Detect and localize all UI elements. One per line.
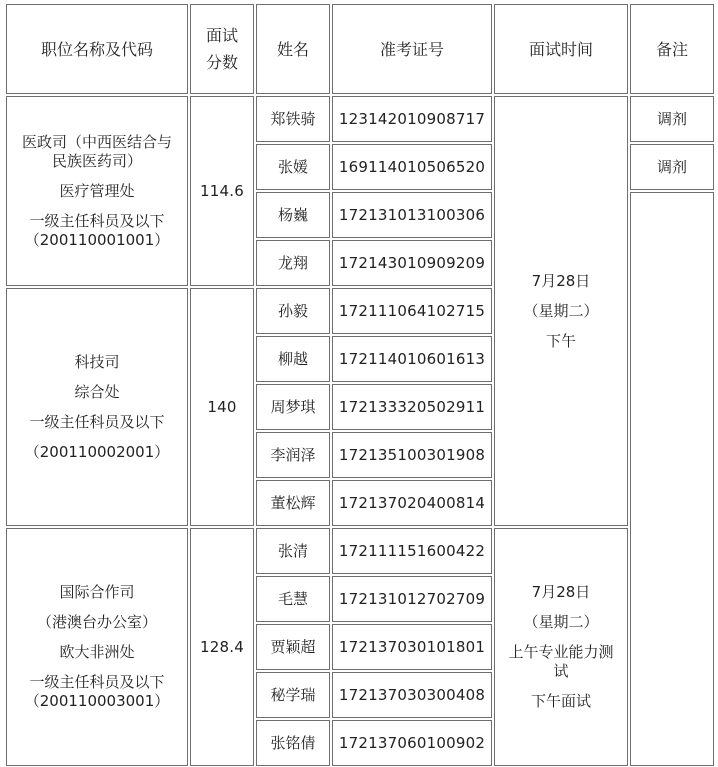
candidate-name: 张媛: [256, 144, 330, 190]
position-line: 综合处: [74, 382, 120, 401]
time-line: 下午: [545, 331, 576, 350]
position-line: 国际合作司: [59, 583, 135, 601]
candidate-name: 柳越: [256, 336, 330, 382]
position-cell: [6, 96, 188, 286]
ticket-number: 172133320502911: [332, 384, 492, 430]
ticket-number: 172114010601613: [332, 336, 492, 382]
position-cell: [6, 528, 188, 766]
position-line: 一级主任科员及以下: [29, 673, 165, 691]
candidate-name: 秘学瑞: [256, 672, 330, 718]
header-ticket: 准考证号: [332, 4, 492, 94]
time-line: 7月28日: [531, 271, 591, 290]
position-line: 民族医药司）: [51, 151, 142, 170]
ticket-number: 172137060100902: [332, 720, 492, 766]
ticket-number: 172131013100306: [332, 192, 492, 238]
candidate-name: 贾颖超: [256, 624, 330, 670]
position-line: 医政司（中西医结合与: [21, 132, 172, 151]
candidate-name: 李润泽: [256, 432, 330, 478]
candidate-name: 杨巍: [256, 192, 330, 238]
time-line: （星期二）: [523, 613, 599, 631]
position-line: （200110001001）: [24, 230, 170, 249]
position-cell: [6, 288, 188, 526]
score-cell: 114.6: [190, 96, 254, 286]
ticket-number: 172143010909209: [332, 240, 492, 286]
position-line: （200110003001）: [24, 692, 170, 710]
candidate-name: 毛慧: [256, 576, 330, 622]
time-line: 下午面试: [530, 692, 591, 710]
ticket-number: 172111151600422: [332, 528, 492, 574]
interview-time-cell: [494, 96, 628, 526]
position-line: 一级主任科员及以下: [29, 211, 165, 230]
candidate-name: 孙毅: [256, 288, 330, 334]
position-line: （港澳台办公室）: [36, 613, 157, 631]
header-remark: 备注: [630, 4, 714, 94]
time-line: （星期二）: [523, 301, 599, 320]
remark-empty-cell: [630, 192, 714, 766]
position-line: 科技司: [74, 352, 120, 371]
position-line: 一级主任科员及以下: [29, 412, 165, 431]
ticket-number: 172137030101801: [332, 624, 492, 670]
ticket-number: 123142010908717: [332, 96, 492, 142]
time-line: 上午专业能力测: [508, 643, 614, 661]
score-cell: 128.4: [190, 528, 254, 766]
header-score: [190, 4, 254, 94]
candidate-name: 张铭倩: [256, 720, 330, 766]
time-line: 7月28日: [531, 583, 591, 601]
score-cell: 140: [190, 288, 254, 526]
position-line: 欧大非洲处: [59, 643, 135, 661]
candidate-name: 董松辉: [256, 480, 330, 526]
position-line: 医疗管理处: [59, 181, 135, 200]
ticket-number: 169114010506520: [332, 144, 492, 190]
candidate-name: 张清: [256, 528, 330, 574]
ticket-number: 172137020400814: [332, 480, 492, 526]
ticket-number: 172111064102715: [332, 288, 492, 334]
remark-cell: 调剂: [630, 96, 714, 142]
header-score-line2: 分数: [205, 53, 238, 72]
header-position: 职位名称及代码: [6, 4, 188, 94]
ticket-number: 172131012702709: [332, 576, 492, 622]
header-score-line1: 面试: [205, 26, 238, 45]
ticket-number: 172137030300408: [332, 672, 492, 718]
candidate-name: 郑铁骑: [256, 96, 330, 142]
candidate-name: 周梦琪: [256, 384, 330, 430]
header-time: 面试时间: [494, 4, 628, 94]
header-name: 姓名: [256, 4, 330, 94]
candidate-name: 龙翔: [256, 240, 330, 286]
interview-time-cell: [494, 528, 628, 766]
remark-cell: 调剂: [630, 144, 714, 190]
position-line: （200110002001）: [24, 442, 170, 461]
time-line: 试: [553, 662, 569, 680]
ticket-number: 172135100301908: [332, 432, 492, 478]
